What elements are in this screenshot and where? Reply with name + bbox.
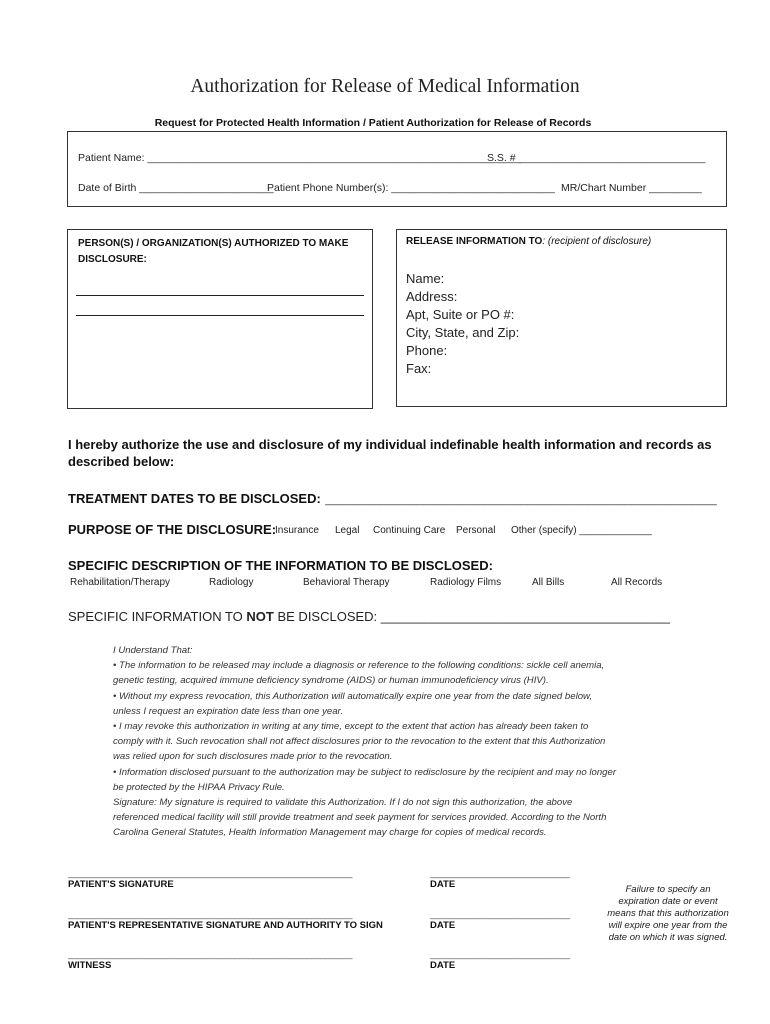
patient-signature-line[interactable]: _______________________________________________________________ <box>68 868 352 878</box>
info-option-radiology[interactable]: Radiology <box>209 577 254 588</box>
not-disclosed-suffix: BE DISCLOSED: ________________________________________ <box>273 609 670 624</box>
disclosure-entry-line[interactable] <box>76 295 364 296</box>
legal-line: • The information to be released may include a diagnosis or reference to the following conditions: sickle cell anemia, <box>113 660 605 672</box>
representative-date-line[interactable]: _______________________________ <box>430 909 570 919</box>
legal-line: was relied upon for such disclosures made prior to the revocation. <box>113 751 393 763</box>
representative-date-label: DATE <box>430 920 456 931</box>
purpose-label: PURPOSE OF THE DISCLOSURE: <box>68 522 277 537</box>
disclosure-heading <box>78 236 348 268</box>
info-option-all-bills[interactable]: All Bills <box>532 577 565 588</box>
disclosure-entry-line[interactable] <box>76 315 364 316</box>
legal-line: genetic testing, acquired immune deficiency syndrome (AIDS) or human immunodeficiency virus (HIV). <box>113 675 549 687</box>
recipient-apt-field[interactable]: Apt, Suite or PO #: <box>406 307 515 322</box>
page-subtitle: Request for Protected Health Information / Patient Authorization for Release of Records <box>154 117 592 129</box>
witness-date-label: DATE <box>430 960 456 971</box>
page-title: Authorization for Release of Medical Information <box>190 76 580 97</box>
info-option-all-records[interactable]: All Records <box>611 577 663 588</box>
info-option-rehabilitation[interactable]: Rehabilitation/Therapy <box>70 577 171 588</box>
recipient-phone-field[interactable]: Phone: <box>406 343 448 358</box>
legal-line: unless I request an expiration date less than one year. <box>113 705 344 717</box>
representative-signature-label: PATIENT'S REPRESENTATIVE SIGNATURE AND AUTHORITY TO SIGN <box>68 920 383 931</box>
recipient-address-field[interactable]: Address: <box>406 289 458 304</box>
ssn-field[interactable]: S.S. # ________________________________ <box>487 152 706 164</box>
info-option-radiology-films[interactable]: Radiology Films <box>430 577 502 588</box>
purpose-option-other[interactable]: Other (specify) _____________ <box>511 525 652 536</box>
legal-line: • Information disclosed pursuant to the authorization may be subject to redisclosure by the recipient and may no longer <box>113 766 617 778</box>
legal-line: • Without my express revocation, this Authorization will automatically expire one year from the date signed below, <box>113 690 593 702</box>
recipient-name-field[interactable]: Name: <box>406 271 445 286</box>
legal-line: I Understand That: <box>113 645 193 656</box>
not-disclosed-emphasis: NOT <box>246 609 274 624</box>
treatment-dates-row <box>68 490 717 508</box>
legal-line: referenced medical facility will still provide treatment and seek payment for services provided. According to the North <box>113 812 607 824</box>
patient-info-box <box>67 131 727 207</box>
date-of-birth-field[interactable]: Date of Birth _______________________ <box>78 182 274 194</box>
witness-signature-line[interactable]: _______________________________________________________________ <box>68 949 352 959</box>
not-disclosed-prefix: SPECIFIC INFORMATION TO <box>68 609 247 624</box>
legal-line: comply with it. Such revocation shall not affect disclosures prior to the revocation to the extent that this Authorization <box>113 736 606 748</box>
legal-terms <box>113 643 673 841</box>
patient-signature-label: PATIENT'S SIGNATURE <box>68 879 174 890</box>
recipient-fax-field[interactable]: Fax: <box>406 361 432 376</box>
representative-signature-line[interactable]: _______________________________________________________________ <box>68 909 352 919</box>
chart-number-field[interactable]: MR/Chart Number _________ <box>561 182 702 194</box>
witness-date-line[interactable]: _______________________________ <box>430 949 570 959</box>
patient-date-line[interactable]: _______________________________ <box>430 868 570 878</box>
not-disclosed-row[interactable] <box>68 609 670 624</box>
disclosure-heading-line2: DISCLOSURE: <box>78 254 147 265</box>
release-heading-label: RELEASE INFORMATION TO <box>406 236 543 247</box>
patient-phone-field[interactable]: Patient Phone Number(s): ____________________________ <box>267 182 555 194</box>
recipient-city-field[interactable]: City, State, and Zip: <box>406 325 520 340</box>
authorization-statement: I hereby authorize the use and disclosure of my individual indefinable health information and records as described below: <box>68 437 712 469</box>
legal-line: Signature: My signature is required to validate this Authorization. If I do not sign this authorization, the above <box>113 797 573 809</box>
legal-line: • I may revoke this authorization in writing at any time, except to the extent that action has already been taken to <box>113 721 589 733</box>
purpose-option-legal[interactable]: Legal <box>335 525 360 536</box>
patient-date-label: DATE <box>430 879 456 890</box>
release-fields <box>406 270 519 378</box>
purpose-option-continuing-care[interactable]: Continuing Care <box>373 525 446 536</box>
legal-line: be protected by the HIPAA Privacy Rule. <box>113 781 285 793</box>
release-heading <box>406 236 651 247</box>
purpose-option-insurance[interactable]: Insurance <box>275 525 319 536</box>
release-heading-note: : (recipient of disclosure) <box>542 236 652 247</box>
legal-line: Carolina General Statutes, Health Information Management may charge for copies of medical records. <box>113 827 547 839</box>
specific-description-label: SPECIFIC DESCRIPTION OF THE INFORMATION TO BE DISCLOSED: <box>68 558 493 573</box>
expiration-note: Failure to specify an expiration date or event means that this authorization will expire one year from the date on which it was signed. <box>607 884 729 943</box>
patient-name-field[interactable]: Patient Name: ________________________________________________________________ <box>78 152 522 164</box>
purpose-option-personal[interactable]: Personal <box>456 525 496 536</box>
treatment-dates-label: TREATMENT DATES TO BE DISCLOSED: <box>68 491 321 506</box>
info-option-behavioral-therapy[interactable]: Behavioral Therapy <box>303 577 390 588</box>
treatment-dates-field[interactable]: ________________________________________________________________ <box>325 494 717 506</box>
disclosure-heading-line1: PERSON(S) / ORGANIZATION(S) AUTHORIZED TO MAKE <box>78 238 349 249</box>
witness-signature-label: WITNESS <box>68 960 112 971</box>
